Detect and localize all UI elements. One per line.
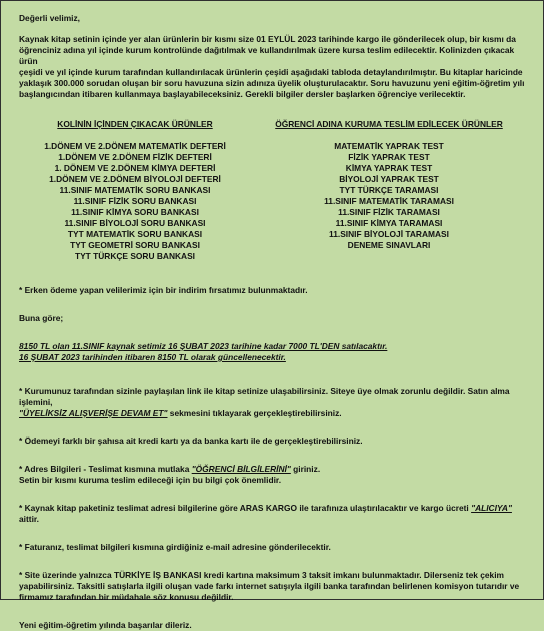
early-payment-note: * Erken ödeme yapan velilerimiz için bir indirim fırsatımız bulunmaktadır.	[19, 285, 308, 295]
student-info-highlight: "ÖĞRENCİ BİLGİLERİNİ"	[191, 464, 291, 474]
shared-link-rest: sekmesini tıklayarak gerçekleştirebilirsiniz.	[167, 408, 342, 418]
guest-checkout-link[interactable]: "ÜYELİKSİZ ALIŞVERİŞE DEVAM ET"	[19, 408, 168, 418]
shared-link-line	[19, 408, 531, 419]
intro-paragraph	[19, 34, 531, 100]
recipient-highlight: "ALICIYA"	[471, 503, 512, 513]
list-item: KİMYA YAPRAK TEST	[345, 163, 433, 173]
institution-products-header: ÖĞRENCİ ADINA KURUMA TESLİM EDİLECEK ÜRÜNLER	[275, 119, 503, 129]
installments-line: yapabilirsiniz. Taksitli satışlarla ilgili oluşan vade farkı internet satışıyla ilgili banka tarafından belirlenen komisyon tutarıdır ve	[19, 581, 520, 591]
address-prefix: * Adres Bilgileri - Teslimat kısmına mutlaka	[19, 464, 192, 474]
institution-products-column	[259, 119, 519, 262]
intro-line: yaklaşık 300.000 sorudan oluşan bir soru havuzuna sizin adınıza üyelik oluşturulacaktır. Soru havuzunu yeni eğitim-öğretim yılı	[19, 78, 525, 88]
installments-note	[19, 570, 531, 603]
list-item: FİZİK YAPRAK TEST	[348, 152, 430, 162]
installments-line: * Site üzerinde yalnızca TÜRKİYE İŞ BANKASI kredi kartına maksimum 3 taksit imkanı bulunmaktadır. Dilerseniz tek çekim	[19, 570, 504, 580]
box-products-column	[19, 119, 251, 262]
list-item: 1.DÖNEM VE 2.DÖNEM FİZİK DEFTERİ	[58, 152, 212, 162]
price-line-1: 8150 TL olan 11.SINIF kaynak setimiz 16 ŞUBAT 2023 tarihine kadar 7000 TL'DEN satılacaktır.	[19, 341, 388, 351]
list-item: MATEMATİK YAPRAK TEST	[334, 141, 444, 151]
box-products-list	[19, 141, 251, 262]
closing-line: Yeni eğitim-öğretim yılında başarılar dileriz.	[19, 620, 192, 630]
list-item: 1.DÖNEM VE 2.DÖNEM MATEMATİK DEFTERİ	[44, 141, 226, 151]
price-line-2: 16 ŞUBAT 2023 tarihinden itibaren 8150 TL olarak güncellenecektir.	[19, 352, 286, 362]
address-line: Setin bir kısmı kuruma teslim edileceği için bu bilgi çok önemlidir.	[19, 475, 282, 485]
cargo-suffix: aittir.	[19, 514, 40, 524]
address-suffix: giriniz.	[290, 464, 321, 474]
greeting: Değerli velimiz,	[19, 13, 80, 23]
third-party-payment-note: * Ödemeyi farklı bir şahısa ait kredi kartı ya da banka kartı ile de gerçekleştirebilirsiniz.	[19, 436, 363, 446]
list-item: 11.SINIF BİYOLOJİ TARAMASI	[329, 229, 449, 239]
list-item: DENEME SINAVLARI	[347, 240, 431, 250]
intro-line: başlangıcından itibaren kullanmaya başlayabileceksiniz. Gerekli bilgiler dersler başlarken öğrenciye verilecektir.	[19, 89, 466, 99]
list-item: 1.DÖNEM VE 2.DÖNEM BİYOLOJİ DEFTERİ	[49, 174, 221, 184]
address-note	[19, 464, 531, 486]
list-item: 1. DÖNEM VE 2.DÖNEM KİMYA DEFTERİ	[54, 163, 216, 173]
list-item: 11.SINIF FİZİK SORU BANKASI	[73, 196, 197, 206]
product-lists	[19, 119, 531, 262]
box-products-header: KOLİNİN İÇİNDEN ÇIKACAK ÜRÜNLER	[57, 119, 213, 129]
invoice-note: * Faturanız, teslimat bilgileri kısmına girdiğiniz e-mail adresine gönderilecektir.	[19, 542, 331, 552]
intro-line: Kaynak kitap setinin içinde yer alan ürünlerin bir kısmı size 01 EYLÜL 2023 tarihinde kargo ile gönderilecek olup, bir kısmı da	[19, 34, 516, 44]
institution-products-list	[259, 141, 519, 251]
address-line	[19, 464, 531, 475]
buna-gore-label: Buna göre;	[19, 313, 64, 323]
list-item: TYT TÜRKÇE SORU BANKASI	[74, 251, 196, 261]
list-item: 11.SINIF KİMYA SORU BANKASI	[71, 207, 199, 217]
list-item: 11.SINIF KİMYA TARAMASI	[335, 218, 443, 228]
list-item: BİYOLOJİ YAPRAK TEST	[339, 174, 439, 184]
cargo-prefix: * Kaynak kitap paketiniz teslimat adresi bilgilerine göre ARAS KARGO ile tarafınıza ulaştırılacaktır ve kargo ücreti	[19, 503, 472, 513]
installments-line: firmamız tarafından bir müdahale söz konusu değildir.	[19, 592, 234, 602]
list-item: 11.SINIF MATEMATİK TARAMASI	[324, 196, 454, 206]
list-item: 11.SINIF FİZİK TARAMASI	[338, 207, 440, 217]
intro-line: öğrenciniz adına yıl içinde kurum kontrolünde dağıtılmak ve kullandırılmak üzere kursa teslim edilecektir. Kolinizden çıkacak ürün	[19, 45, 515, 66]
list-item: TYT GEOMETRİ SORU BANKASI	[70, 240, 200, 250]
list-item: 11.SINIF BİYOLOJİ SORU BANKASI	[64, 218, 206, 228]
cargo-note	[19, 503, 531, 525]
list-item: TYT TÜRKÇE TARAMASI	[339, 185, 439, 195]
list-item: 11.SINIF MATEMATİK SORU BANKASI	[59, 185, 211, 195]
list-item: TYT MATEMATİK SORU BANKASI	[67, 229, 203, 239]
shared-link-line: * Kurumunuz tarafından sizinle paylaşılan link ile kitap setinize ulaşabilirsiniz. Siteye üye olmak zorunlu değildir. Satın alma işlemini,	[19, 386, 510, 407]
shared-link-note	[19, 386, 531, 419]
intro-line: çeşidi ve yıl içinde kurum tarafından kullandırılacak ürünlerin çeşidi aşağıdaki tabloda detaylandırılmıştır. Bu kitaplar haricinde	[19, 67, 523, 77]
